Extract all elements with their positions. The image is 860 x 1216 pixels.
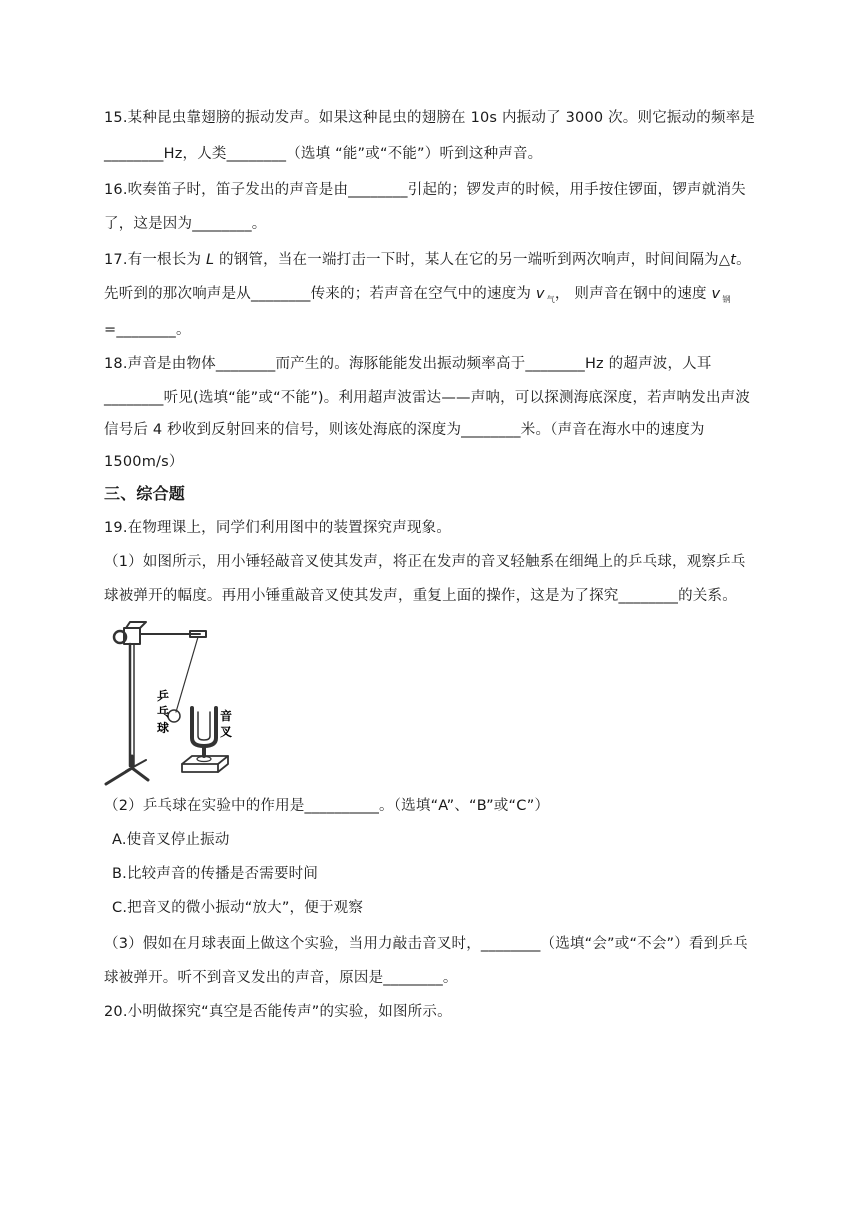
q19-part1-line-2: 球被弹开的幅度。再用小锤重敲音叉使其发声，重复上面的操作，这是为了探究________的关系。 [104, 588, 737, 604]
figure-label-ball-2: 乓 [157, 705, 170, 719]
q17-line-3: =________。 [104, 322, 191, 338]
q17-sub-steel: 钢 [722, 295, 731, 304]
q18-line-1: 18.声音是由物体________而产生的。海豚能能发出振动频率高于________Hz 的超声波，人耳 [104, 356, 712, 372]
tuning-fork-apparatus-figure [100, 616, 270, 786]
q17-var-L: L [205, 252, 215, 268]
q18-line-2: ________听见(选填“能”或“不能”)。利用超声波雷达——声呐，可以探测海底深度，若声呐发出声波 [104, 390, 751, 406]
section-heading: 三、综合题 [104, 484, 186, 503]
q17-line-1 [104, 250, 751, 270]
q17-text-a: 17.有一根长为 [104, 252, 206, 268]
q20-line-1: 20.小明做探究“真空是否能传声”的实验，如图所示。 [104, 1004, 452, 1020]
q19-part3-line-2: 球被弹开。听不到音叉发出的声音，原因是________。 [104, 970, 458, 986]
q19-part2-line: （2）乒乓球在实验中的作用是__________。（选填“A”、“B”或“C”） [104, 798, 550, 814]
q19-option-c: C.把音叉的微小振动“放大”，便于观察 [112, 900, 364, 916]
q17-line-2 [104, 284, 731, 306]
q19-part3-line-1: （3）假如在月球表面上做这个实验，当用力敲击音叉时，________（选填“会”或“不会”）看到乒乓 [104, 936, 748, 952]
q17-text-c: 的钢管，当在一端打击一下时，某人在它的另一端听到两次响声，时间间隔为△ [214, 252, 731, 268]
q16-line-2: 了，这是因为________。 [104, 216, 267, 232]
q19-part1-line-1: （1）如图所示，用小锤轻敲音叉使其发声，将正在发声的音叉轻触系在细绳上的乒乓球，观察乒乓 [104, 554, 746, 570]
q16-line-1: 16.吹奏笛子时，笛子发出的声音是由________引起的；锣发声的时候，用手按住锣面，锣声就消失 [104, 182, 746, 198]
q19-option-b: B.比较声音的传播是否需要时间 [112, 866, 319, 882]
q17-var-v-air: v [535, 286, 545, 302]
q17-var-v-steel: v [711, 286, 721, 302]
figure-label-fork-1: 音 [220, 709, 233, 723]
q18-line-4: 1500m/s） [104, 454, 184, 470]
q15-line-2: ________Hz，人类________（选填 “能”或“不能”）听到这种声音。 [104, 146, 543, 162]
q19-option-a: A.使音叉停止振动 [112, 832, 230, 848]
figure-label-ball-3: 球 [157, 721, 170, 735]
figure-label-ball-1: 乒 [157, 689, 170, 703]
q19-line-1: 19.在物理课上，同学们利用图中的装置探究声现象。 [104, 520, 452, 536]
q17-text-e: 。 [736, 252, 751, 268]
q17-text-f: 先听到的那次响声是从________传来的；若声音在空气中的速度为 [104, 286, 536, 302]
figure-label-fork-2: 叉 [220, 725, 233, 739]
q17-text-g: ， 则声音在钢中的速度 [554, 286, 712, 302]
q15-line-1: 15.某种昆虫靠翅膀的振动发声。如果这种昆虫的翅膀在 10s 内振动了 3000 次。则它振动的频率是 [104, 110, 756, 126]
q17-sub-air: 气 [546, 295, 555, 304]
q18-line-3: 信号后 4 秒收到反射回来的信号，则该处海底的深度为________米。（声音在海水中的速度为 [104, 422, 705, 438]
q17-var-t: t [730, 252, 737, 268]
